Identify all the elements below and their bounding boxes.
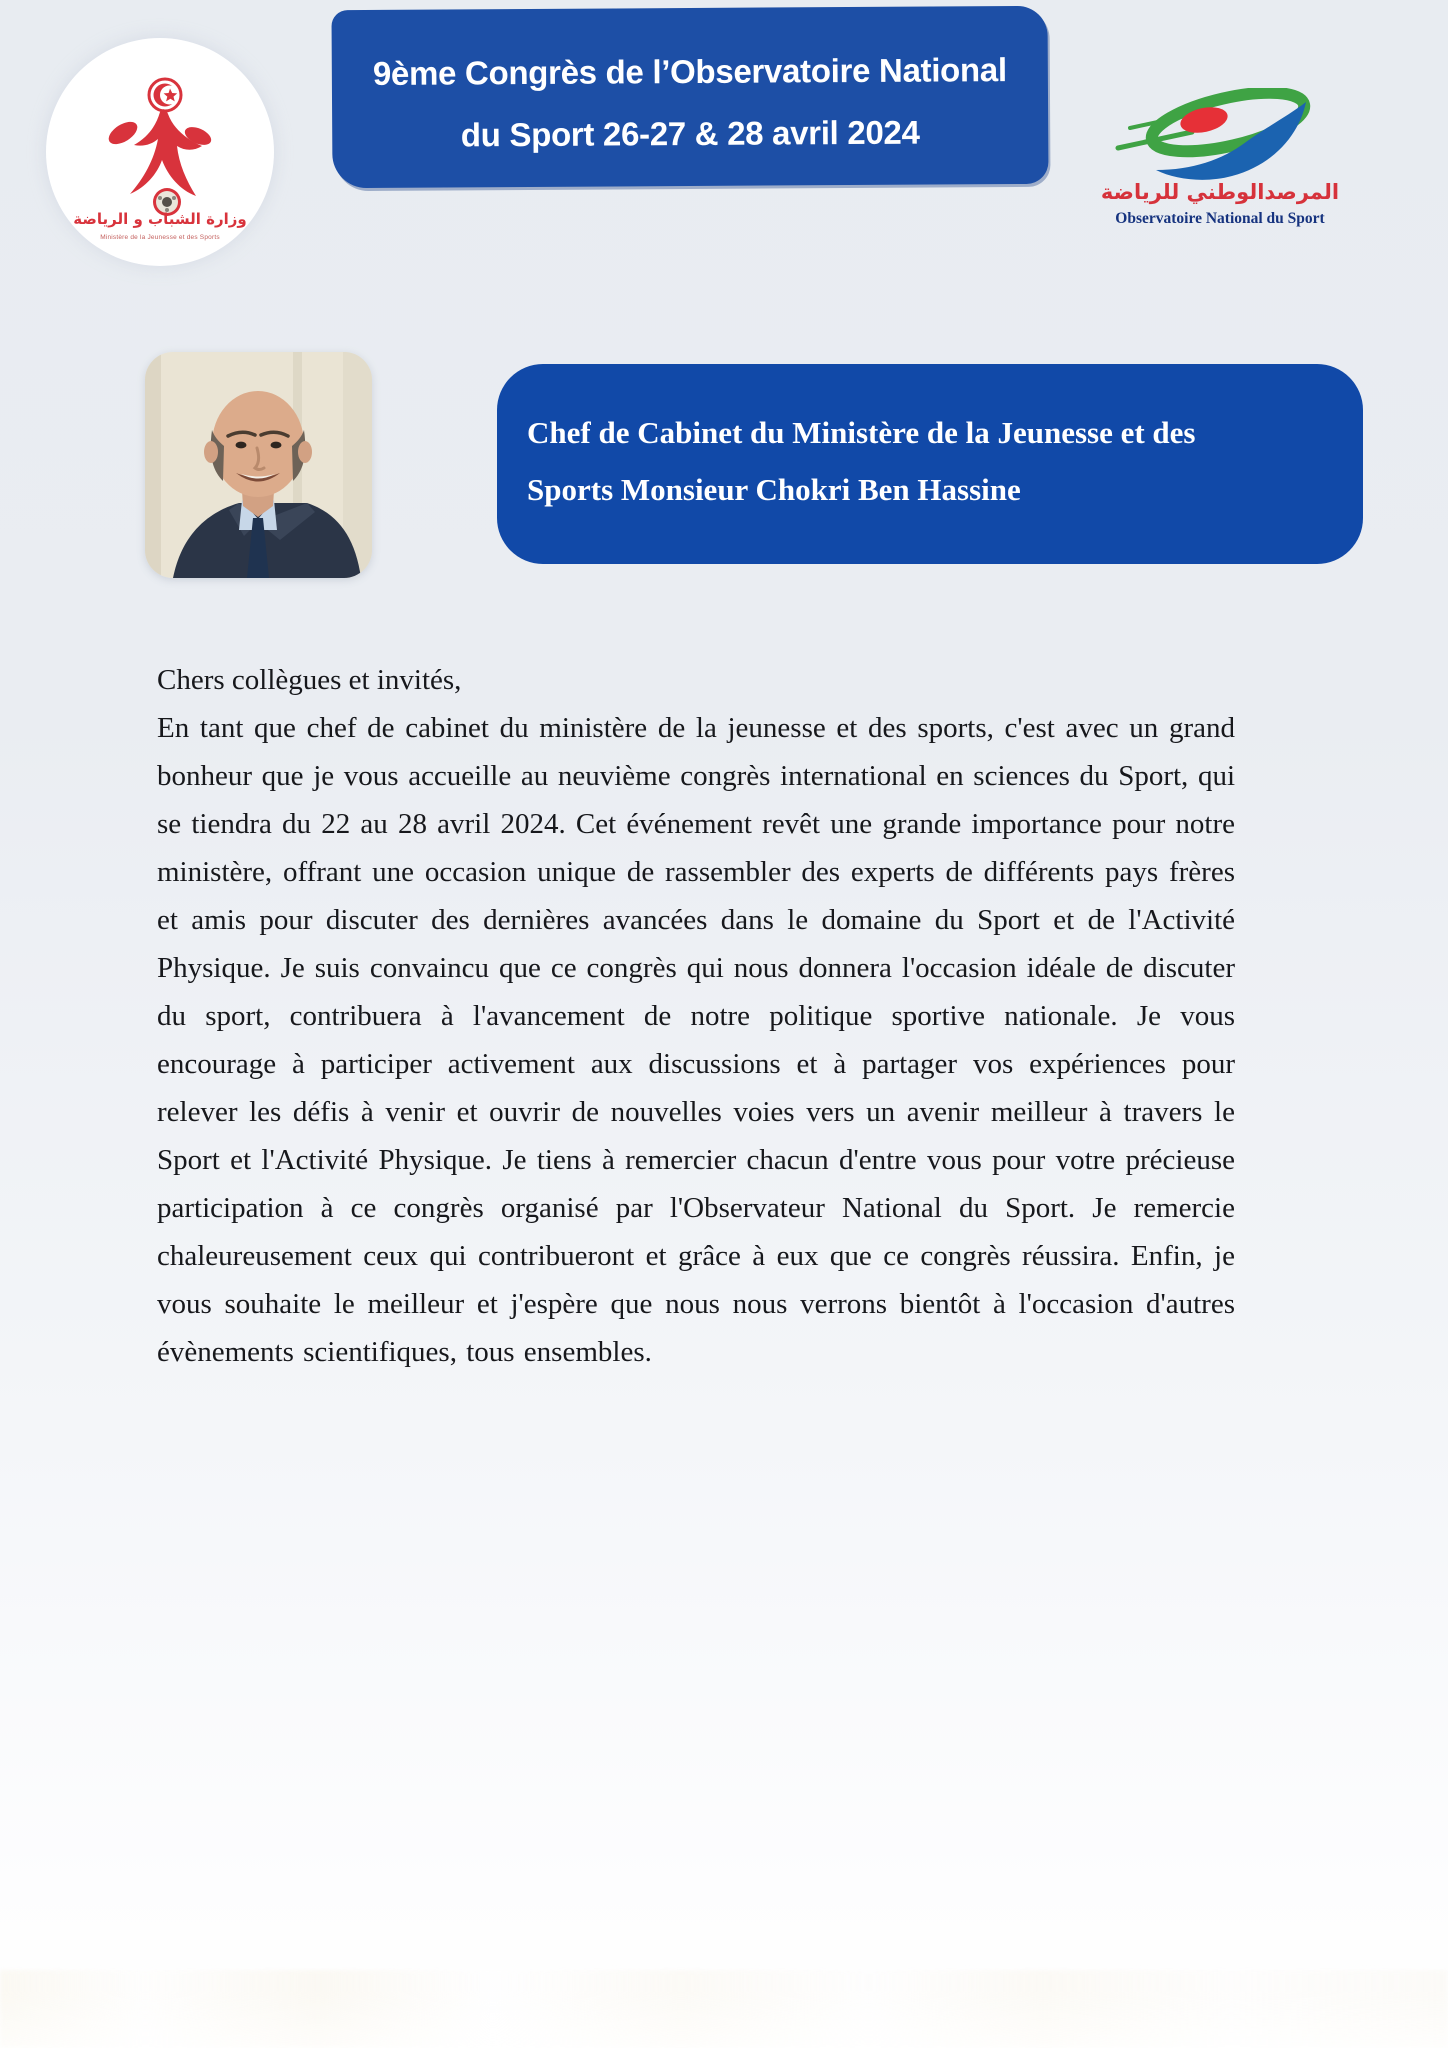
speaker-title-line-1: Chef de Cabinet du Ministère de la Jeunesse et des (527, 415, 1196, 450)
letter-body: En tant que chef de cabinet du ministère de la jeunesse et des sports, c'est avec un grand bonheur que je vous accueille au neuvième congrès international en sciences du Sport, qui se tiendra du 22 au 28 avril 2024. Cet événement revêt une grande importance pour notre ministère, offrant une occasion unique de rassembler des experts de différents pays frères et amis pour discuter des dernières avancées dans le domaine du Sport et de l'Activité Physique. Je suis convaincu que ce congrès qui nous donnera l'occasion idéale de discuter du sport, contribuera à l'avancement de notre politique sportive nationale. Je vous encourage à participer activement aux discussions et à partager vos expériences pour relever les défis à venir et ouvrir de nouvelles voies vers un avenir meilleur à travers le Sport et l'Activité Physique. Je tiens à remercier chacun d'entre vous pour votre précieuse participation à ce congrès organisé par l'Observateur National du Sport. Je remercie chaleureusement ceux qui contribueront et grâce à eux que ce congrès réussira. Enfin, je vous souhaite le meilleur et j'espère que nous nous verrons bientôt à l'occasion d'autres évènements scientifiques, tous ensembles. (157, 712, 1235, 1368)
letter-salutation: Chers collègues et invités, (157, 664, 462, 696)
ministry-emblem-icon (46, 38, 274, 266)
speaker-photo (145, 352, 372, 578)
skyline-watermark (0, 1970, 1448, 2048)
ministry-french-subtitle: Ministère de la Jeunesse et des Sports (100, 234, 220, 241)
ons-swoosh-icon (1100, 88, 1340, 188)
ons-logo (1085, 88, 1355, 248)
speaker-title-box (497, 364, 1363, 564)
banner-line-1: 9ème Congrès de l’Observatoire National (372, 51, 1007, 92)
ons-arabic-title: المرصدالوطني للرياضة (1100, 180, 1340, 204)
welcome-letter (157, 656, 1235, 1376)
speaker-portrait-image (145, 352, 372, 578)
ministry-arabic-title: وزارة الشباب و الرياضة (73, 210, 247, 228)
congress-title-banner (331, 6, 1048, 188)
speaker-title-line-2: Sports Monsieur Chokri Ben Hassine (527, 472, 1021, 507)
ons-french-subtitle: Observatoire National du Sport (1115, 210, 1325, 227)
banner-line-2: du Sport 26-27 & 28 avril 2024 (460, 113, 920, 154)
ministry-logo (46, 38, 274, 266)
